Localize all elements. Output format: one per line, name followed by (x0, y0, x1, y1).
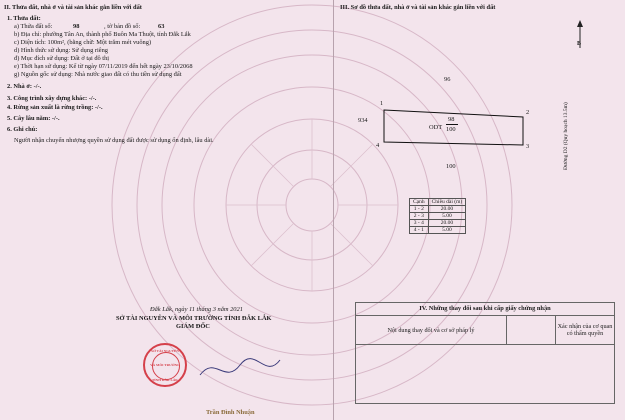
map-sheet-label: , tờ bản đồ số: (104, 23, 141, 30)
fraction-bar (446, 124, 458, 125)
notes-heading: 6. Ghi chú: (7, 126, 38, 133)
forest-line: 4. Rừng sản xuất là rừng trồng: -/-. (7, 104, 103, 111)
table-row (410, 227, 466, 234)
changes-title: IV. Những thay đổi sau khi cấp giấy chứng nhận (356, 303, 614, 316)
edge-length: 20.00 (428, 220, 466, 227)
director-title: GIÁM ĐỐC (176, 323, 210, 330)
notes-text: Người nhận chuyển nhượng quyền sử dụng đất được sử dụng ổn định, lâu dài. (14, 137, 214, 144)
adjacent-parcel-south: 100 (446, 163, 456, 170)
parcel-heading: 1. Thửa đất: (7, 15, 41, 22)
parcel-number-value: 98 (73, 23, 80, 30)
adjacent-parcel-north: 96 (444, 76, 451, 83)
vertex-4: 4 (376, 142, 380, 149)
table-row (410, 220, 466, 227)
other-works-line: 3. Công trình xây dựng khác: -/-. (7, 95, 97, 102)
perennial-trees-line: 5. Cây lâu năm: -/-. (7, 115, 60, 122)
edge-name: 2 - 3 (410, 213, 429, 220)
vertex-3: 3 (526, 143, 530, 150)
edge-name: 3 - 4 (410, 220, 429, 227)
adjacent-parcel-west: 934 (358, 117, 368, 124)
map-sheet-value: 63 (158, 23, 165, 30)
vertex-2: 2 (526, 109, 530, 116)
edge-name: 4 - 1 (410, 227, 429, 234)
use-form-line: d) Hình thức sử dụng: Sử dụng riêng (14, 47, 108, 54)
use-purpose-line: đ) Mục đích sử dụng: Đất ở tại đô thị (14, 55, 110, 62)
house-line: 2. Nhà ở: -/-. (7, 83, 42, 90)
table-header-row (410, 199, 466, 206)
table-row (410, 213, 466, 220)
table-header-cell: Chiều dài (m) (428, 199, 466, 206)
north-label: B (577, 41, 582, 47)
parcel-land-code: ODT (429, 124, 443, 131)
edge-length: 5.00 (428, 213, 466, 220)
address-line: b) Địa chỉ: phường Tân An, thành phố Buôn Ma Thuột, tỉnh Đắk Lắk (14, 31, 191, 38)
seal-text-mid: VÀ MÔI TRƯỜNG (150, 363, 180, 367)
changes-table (355, 302, 615, 404)
changes-col-confirmation: Xác nhận của cơ quan có thẩm quyền (557, 323, 613, 337)
changes-col-blank (507, 316, 556, 344)
table-row (410, 206, 466, 213)
parcel-sketch-area: 100 (446, 126, 456, 133)
signer-name: Trần Đình Nhuận (206, 409, 255, 416)
table-header-cell: Cạnh (410, 199, 429, 206)
changes-col-content: Nội dung thay đổi và cơ sở pháp lý (356, 316, 507, 344)
edge-length-table (409, 198, 466, 234)
edge-length: 5.00 (428, 227, 466, 234)
edge-name: 1 - 2 (410, 206, 429, 213)
section-iii-title: III. Sơ đồ thửa đất, nhà ở và tài sản khác gắn liền với đất (340, 4, 496, 11)
issue-date-line: Đắk Lắk, ngày 11 tháng 3 năm 2021 (150, 306, 243, 313)
vertex-1: 1 (380, 100, 384, 107)
section-ii-title: II. Thửa đất, nhà ở và tài sản khác gắn liền với đất (4, 4, 142, 11)
issuing-authority: SỞ TÀI NGUYÊN VÀ MÔI TRƯỜNG TỈNH ĐẮK LẮK (116, 315, 272, 322)
edge-length: 20.00 (428, 206, 466, 213)
changes-header-row (356, 316, 614, 345)
parcel-number-label: a) Thửa đất số: (14, 23, 53, 30)
use-term-line: e) Thời hạn sử dụng: Kể từ ngày 07/11/2019 đến hết ngày 23/10/2068 (14, 63, 193, 70)
area-line: c) Diện tích: 100m², (bằng chữ: Một trăm mét vuông) (14, 39, 152, 46)
seal-text-bottom: TỈNH ĐẮK LẮK (151, 378, 179, 382)
road-label: Đường D2 (Quy hoạch 13.5m) (563, 102, 569, 170)
seal-text-top: SỞ TÀI NGUYÊN (151, 349, 179, 353)
parcel-sketch-number: 98 (448, 116, 455, 123)
origin-line: g) Nguồn gốc sử dụng: Nhà nước giao đất có thu tiền sử dụng đất (14, 71, 182, 78)
